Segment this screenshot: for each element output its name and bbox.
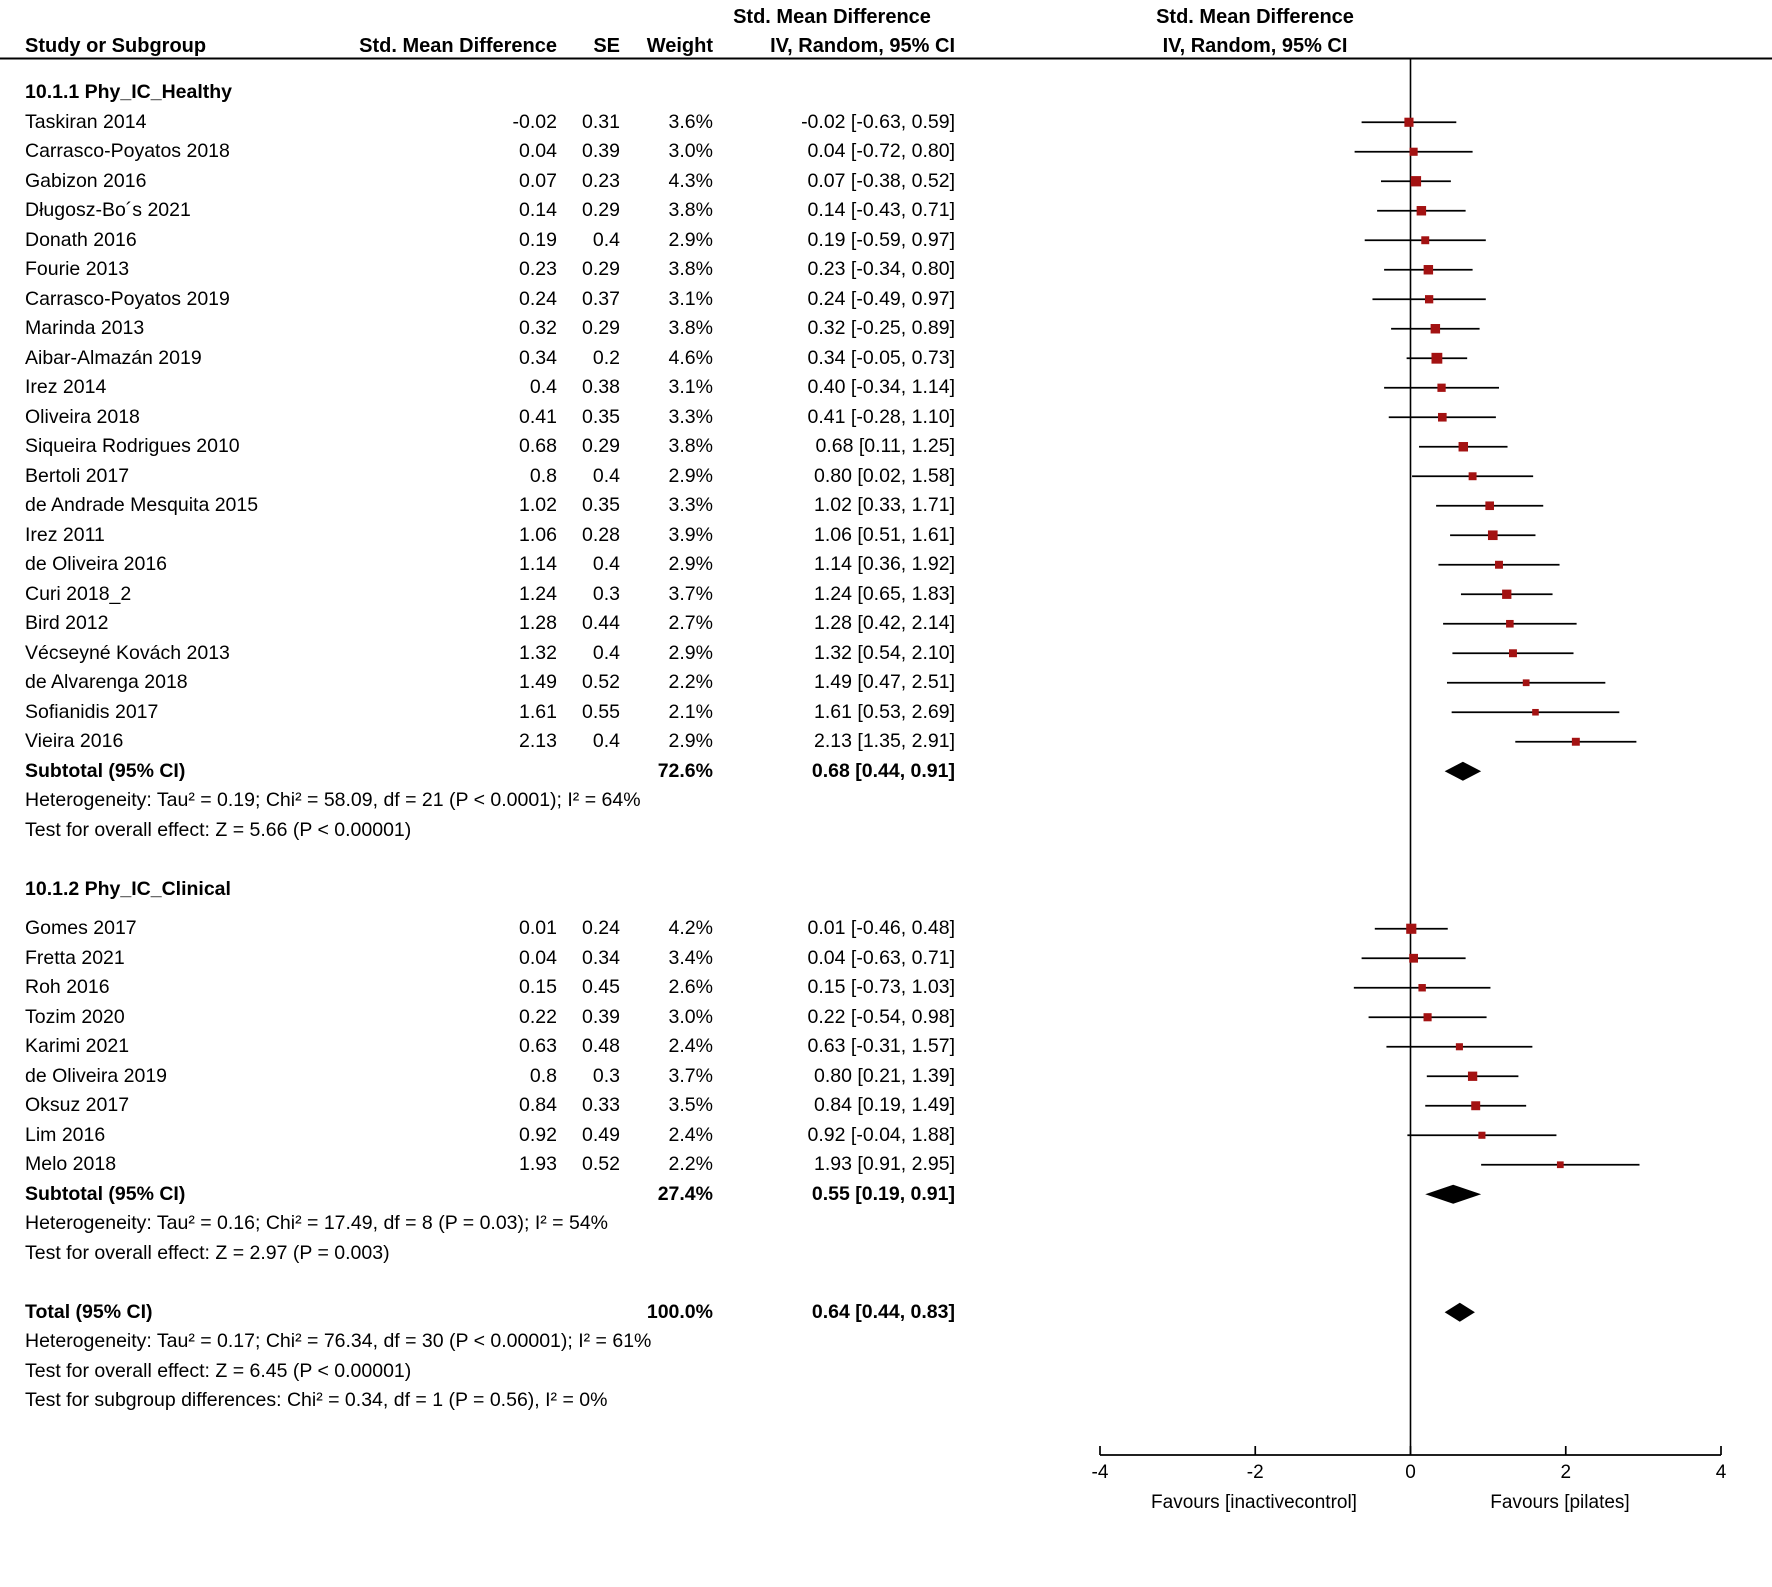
se-value: 0.29 (582, 199, 620, 221)
weight-value: 2.9% (668, 641, 713, 664)
smd-value: 1.49 (519, 671, 557, 693)
weight-value: 2.6% (668, 976, 713, 998)
subtotal-row (0, 1180, 1772, 1210)
study-label: Bertoli 2017 (25, 464, 130, 487)
study-row (0, 973, 1772, 1003)
weight-value: 3.0% (668, 140, 713, 162)
study-label: de Oliveira 2019 (25, 1064, 168, 1087)
weight-value: 3.9% (668, 523, 713, 546)
se-value: 0.23 (582, 169, 620, 192)
ci-text: 0.80 [0.21, 1.39] (814, 1064, 955, 1087)
ci-text: 0.84 [0.19, 1.49] (814, 1094, 955, 1116)
se-value: 0.33 (582, 1094, 620, 1116)
weight-value: 3.8% (668, 435, 713, 457)
se-value: 0.2 (592, 346, 620, 369)
smd-value: 0.07 (519, 169, 557, 192)
smd-value: 0.41 (519, 405, 557, 428)
ci-text: 0.63 [-0.31, 1.57] (807, 1035, 955, 1057)
study-row (0, 314, 1772, 344)
ci-text: 1.93 [0.91, 2.95] (814, 1153, 955, 1175)
se-value: 0.24 (582, 917, 620, 939)
smd-value: 0.22 (519, 1005, 557, 1028)
weight-value: 4.6% (668, 346, 713, 369)
study-row (0, 491, 1772, 521)
study-row (0, 432, 1772, 462)
study-label: Siqueira Rodrigues 2010 (25, 435, 240, 457)
ci-text: 0.80 [0.02, 1.58] (814, 464, 955, 487)
se-value: 0.45 (582, 976, 620, 998)
axis-label-favours-left: Favours [inactivecontrol] (1151, 1492, 1357, 1513)
smd-value: 0.68 (519, 435, 557, 457)
subtotal-ci: 0.55 [0.19, 0.91] (811, 1182, 955, 1205)
total-ci: 0.64 [0.44, 0.83] (811, 1300, 955, 1323)
study-row (0, 727, 1772, 757)
col-header-weight: Weight (646, 35, 713, 57)
study-label: Carrasco-Poyatos 2019 (25, 287, 230, 310)
weight-value: 2.2% (668, 1153, 713, 1175)
study-row (0, 167, 1772, 197)
smd-value: -0.02 (512, 110, 557, 133)
col-header-smd: Std. Mean Difference (359, 35, 557, 57)
study-label: de Andrade Mesquita 2015 (25, 494, 259, 516)
study-label: Marinda 2013 (25, 317, 145, 339)
study-label: Irez 2011 (25, 523, 105, 546)
se-value: 0.4 (592, 228, 620, 251)
smd-value: 1.28 (519, 612, 557, 634)
study-row (0, 226, 1772, 256)
smd-value: 0.15 (519, 976, 557, 998)
weight-value: 2.9% (668, 464, 713, 487)
weight-value: 3.7% (668, 582, 713, 605)
study-label: Lim 2016 (25, 1123, 106, 1146)
study-row (0, 285, 1772, 315)
se-value: 0.3 (592, 582, 620, 605)
heterogeneity-text: Heterogeneity: Tau² = 0.19; Chi² = 58.09, df = 21 (P < 0.0001); I² = 64% (25, 789, 641, 811)
ci-text: 0.68 [0.11, 1.25] (815, 435, 955, 457)
subtotal-label: Subtotal (95% CI) (25, 1182, 186, 1205)
header-effect-measure-text-col: Std. Mean Difference (733, 6, 931, 28)
subgroup-name: 10.1.2 Phy_IC_Clinical (25, 877, 231, 900)
study-label: Curi 2018_2 (25, 582, 132, 605)
smd-value: 1.06 (519, 523, 557, 546)
smd-value: 0.04 (519, 140, 557, 162)
smd-value: 0.04 (519, 946, 557, 969)
col-header-study: Study or Subgroup (25, 35, 207, 57)
study-row (0, 668, 1772, 698)
axis-tick-label: 4 (1715, 1462, 1727, 1483)
heterogeneity-row (0, 1209, 1772, 1239)
smd-value: 1.02 (519, 494, 557, 516)
se-value: 0.44 (582, 612, 620, 634)
total-weight: 100.0% (646, 1300, 713, 1323)
study-label: Sofianidis 2017 (25, 700, 159, 723)
subgroup-header (0, 875, 1772, 905)
col-header-ci: IV, Random, 95% CI (770, 35, 955, 57)
weight-value: 2.2% (668, 671, 713, 693)
se-value: 0.48 (582, 1035, 620, 1057)
study-row (0, 609, 1772, 639)
weight-value: 3.8% (668, 317, 713, 339)
axis-label-favours-right: Favours [pilates] (1490, 1492, 1630, 1513)
subtotal-weight: 27.4% (657, 1182, 713, 1205)
study-row (0, 344, 1772, 374)
study-row (0, 639, 1772, 669)
se-value: 0.37 (582, 287, 620, 310)
smd-value: 0.01 (519, 917, 557, 939)
weight-value: 3.1% (668, 287, 713, 310)
study-label: Taskiran 2014 (25, 110, 147, 133)
ci-text: 1.02 [0.33, 1.71] (814, 494, 955, 516)
subgroup-differences-row (0, 1386, 1772, 1416)
smd-value: 0.4 (529, 376, 557, 398)
ci-text: 0.04 [-0.63, 0.71] (807, 946, 955, 969)
weight-value: 2.7% (668, 612, 713, 634)
overall-effect-row (0, 1239, 1772, 1269)
study-label: Vécseyné Kovách 2013 (25, 641, 230, 664)
study-row (0, 108, 1772, 138)
smd-value: 0.24 (519, 287, 557, 310)
se-value: 0.31 (582, 110, 620, 133)
study-row (0, 1121, 1772, 1151)
se-value: 0.49 (582, 1123, 620, 1146)
smd-value: 0.32 (519, 317, 557, 339)
smd-value: 1.61 (519, 700, 557, 723)
se-value: 0.29 (582, 317, 620, 339)
study-label: Melo 2018 (25, 1153, 117, 1175)
weight-value: 3.4% (668, 946, 713, 969)
weight-value: 2.9% (668, 553, 713, 575)
ci-text: -0.02 [-0.63, 0.59] (801, 110, 955, 133)
ci-text: 1.61 [0.53, 2.69] (814, 700, 955, 723)
study-label: de Alvarenga 2018 (25, 671, 188, 693)
weight-value: 4.2% (668, 917, 713, 939)
ci-text: 0.14 [-0.43, 0.71] (807, 199, 955, 221)
study-row (0, 373, 1772, 403)
subtotal-label: Subtotal (95% CI) (25, 759, 186, 782)
study-label: Fretta 2021 (25, 946, 125, 969)
se-value: 0.29 (582, 435, 620, 457)
weight-value: 3.1% (668, 376, 713, 398)
weight-value: 2.4% (668, 1035, 713, 1057)
study-row (0, 1150, 1772, 1180)
smd-value: 0.92 (519, 1123, 557, 1146)
se-value: 0.39 (582, 1005, 620, 1028)
study-label: Bird 2012 (25, 612, 109, 634)
ci-text: 1.32 [0.54, 2.10] (814, 641, 955, 664)
smd-value: 1.14 (519, 553, 557, 575)
ci-text: 0.41 [-0.28, 1.10] (807, 405, 955, 428)
study-row (0, 1003, 1772, 1033)
study-row (0, 580, 1772, 610)
study-row (0, 698, 1772, 728)
ci-text: 0.34 [-0.05, 0.73] (807, 346, 955, 369)
study-label: Irez 2014 (25, 376, 107, 398)
overall-effect-text: Test for overall effect: Z = 2.97 (P = 0.003) (25, 1241, 390, 1264)
smd-value: 0.14 (519, 199, 557, 221)
ci-text: 1.14 [0.36, 1.92] (814, 553, 955, 575)
study-label: Donath 2016 (25, 228, 137, 251)
weight-value: 3.3% (668, 494, 713, 516)
weight-value: 2.4% (668, 1123, 713, 1146)
study-label: Vieira 2016 (25, 730, 124, 752)
weight-value: 3.0% (668, 1005, 713, 1028)
total-row (0, 1298, 1772, 1328)
study-label: Carrasco-Poyatos 2018 (25, 140, 230, 162)
smd-value: 1.93 (519, 1153, 557, 1175)
weight-value: 3.3% (668, 405, 713, 428)
se-value: 0.35 (582, 494, 620, 516)
smd-value: 0.84 (519, 1094, 557, 1116)
heterogeneity-row (0, 786, 1772, 816)
study-label: Roh 2016 (25, 976, 110, 998)
axis-tick-label: -4 (1091, 1462, 1109, 1483)
total-overall-effect-text: Test for overall effect: Z = 6.45 (P < 0.00001) (25, 1359, 412, 1382)
ci-text: 0.40 [-0.34, 1.14] (807, 376, 955, 398)
se-value: 0.35 (582, 405, 620, 428)
study-row (0, 1062, 1772, 1092)
ci-text: 0.04 [-0.72, 0.80] (807, 140, 955, 162)
study-label: Oksuz 2017 (25, 1094, 130, 1116)
study-label: Karimi 2021 (25, 1035, 130, 1057)
study-row (0, 944, 1772, 974)
study-row (0, 521, 1772, 551)
smd-value: 0.34 (519, 346, 557, 369)
study-row (0, 1091, 1772, 1121)
total-heterogeneity-text: Heterogeneity: Tau² = 0.17; Chi² = 76.34, df = 30 (P < 0.00001); I² = 61% (25, 1330, 652, 1352)
weight-value: 2.9% (668, 228, 713, 251)
study-label: Długosz-Bo´s 2021 (25, 199, 191, 221)
smd-value: 0.8 (529, 1064, 557, 1087)
axis-tick-label: -2 (1246, 1462, 1264, 1483)
axis-tick-label: 2 (1560, 1462, 1572, 1483)
col-header-se: SE (593, 35, 620, 57)
se-value: 0.29 (582, 258, 620, 280)
ci-text: 0.19 [-0.59, 0.97] (807, 228, 955, 251)
study-label: de Oliveira 2016 (25, 553, 168, 575)
col-header-plot-ci: IV, Random, 95% CI (1162, 35, 1348, 57)
se-value: 0.55 (582, 700, 620, 723)
ci-text: 1.28 [0.42, 2.14] (814, 612, 955, 634)
smd-value: 0.19 (519, 228, 557, 251)
se-value: 0.28 (582, 523, 620, 546)
ci-text: 0.01 [-0.46, 0.48] (807, 917, 955, 939)
se-value: 0.39 (582, 140, 620, 162)
smd-value: 0.23 (519, 258, 557, 280)
weight-value: 3.7% (668, 1064, 713, 1087)
heterogeneity-text: Heterogeneity: Tau² = 0.16; Chi² = 17.49, df = 8 (P = 0.03); I² = 54% (25, 1212, 609, 1234)
se-value: 0.4 (592, 553, 620, 575)
total-overall-effect-row (0, 1357, 1772, 1387)
ci-text: 2.13 [1.35, 2.91] (814, 730, 955, 752)
ci-text: 0.24 [-0.49, 0.97] (807, 287, 955, 310)
weight-value: 4.3% (668, 169, 713, 192)
study-label: Fourie 2013 (25, 258, 130, 280)
se-value: 0.52 (582, 671, 620, 693)
se-value: 0.4 (592, 641, 620, 664)
study-row (0, 914, 1772, 944)
ci-text: 0.92 [-0.04, 1.88] (807, 1123, 955, 1146)
se-value: 0.52 (582, 1153, 620, 1175)
ci-text: 0.32 [-0.25, 0.89] (807, 317, 955, 339)
weight-value: 3.6% (668, 110, 713, 133)
study-row (0, 255, 1772, 285)
header-effect-measure-plot-col: Std. Mean Difference (1156, 6, 1354, 28)
study-label: Gabizon 2016 (25, 169, 147, 192)
weight-value: 3.8% (668, 199, 713, 221)
smd-value: 0.63 (519, 1035, 557, 1057)
study-label: Oliveira 2018 (25, 405, 140, 428)
weight-value: 3.8% (668, 258, 713, 280)
study-row (0, 196, 1772, 226)
subtotal-row (0, 757, 1772, 787)
study-row (0, 462, 1772, 492)
subgroup-differences-text: Test for subgroup differences: Chi² = 0.34, df = 1 (P = 0.56), I² = 0% (25, 1389, 608, 1411)
subtotal-ci: 0.68 [0.44, 0.91] (811, 759, 955, 782)
ci-text: 0.22 [-0.54, 0.98] (807, 1005, 955, 1028)
ci-text: 1.49 [0.47, 2.51] (814, 671, 955, 693)
study-row (0, 403, 1772, 433)
subgroup-header (0, 78, 1772, 108)
total-heterogeneity-row (0, 1327, 1772, 1357)
weight-value: 3.5% (668, 1094, 713, 1116)
axis-tick-label: 0 (1405, 1462, 1416, 1483)
ci-text: 0.15 [-0.73, 1.03] (807, 976, 955, 998)
subgroup-name: 10.1.1 Phy_IC_Healthy (25, 81, 233, 103)
total-label: Total (95% CI) (25, 1300, 153, 1323)
study-label: Gomes 2017 (25, 917, 137, 939)
smd-value: 1.32 (519, 641, 557, 664)
smd-value: 1.24 (519, 582, 557, 605)
smd-value: 0.8 (529, 464, 557, 487)
study-label: Aibar-Almazán 2019 (25, 346, 202, 369)
se-value: 0.4 (592, 730, 620, 752)
subtotal-weight: 72.6% (657, 759, 713, 782)
ci-text: 0.07 [-0.38, 0.52] (807, 169, 955, 192)
study-row (0, 137, 1772, 167)
weight-value: 2.9% (668, 730, 713, 752)
ci-text: 1.24 [0.65, 1.83] (814, 582, 955, 605)
ci-text: 0.23 [-0.34, 0.80] (807, 258, 955, 280)
overall-effect-text: Test for overall effect: Z = 5.66 (P < 0.00001) (25, 818, 412, 841)
se-value: 0.34 (582, 946, 620, 969)
ci-text: 1.06 [0.51, 1.61] (814, 523, 955, 546)
overall-effect-row (0, 816, 1772, 846)
se-value: 0.3 (592, 1064, 620, 1087)
study-row (0, 550, 1772, 580)
smd-value: 2.13 (519, 730, 557, 752)
study-label: Tozim 2020 (25, 1005, 125, 1028)
weight-value: 2.1% (668, 700, 713, 723)
se-value: 0.4 (592, 464, 620, 487)
se-value: 0.38 (582, 376, 620, 398)
study-row (0, 1032, 1772, 1062)
